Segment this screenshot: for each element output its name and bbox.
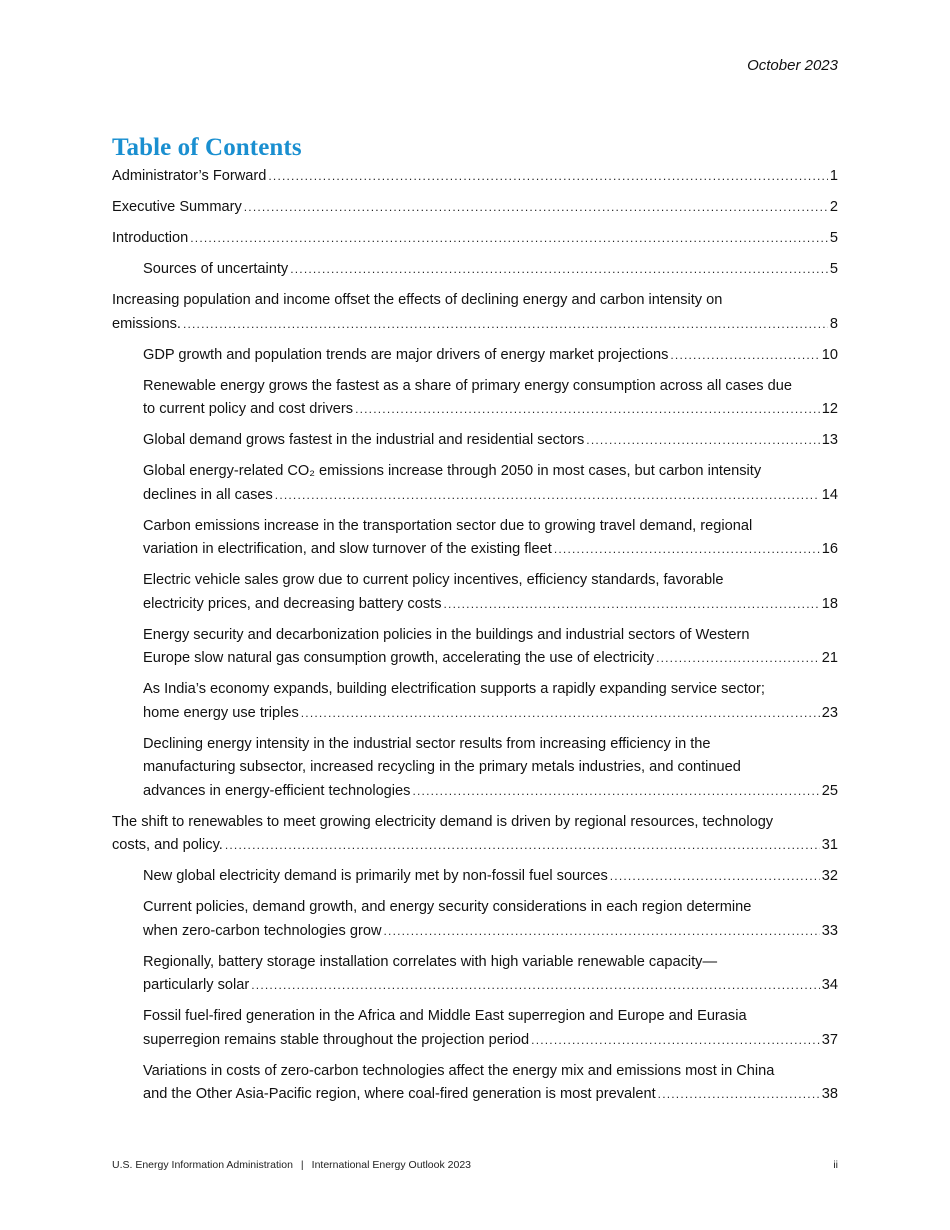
dot-leader xyxy=(355,398,820,422)
footer-left xyxy=(112,1159,471,1171)
toc-entry-title: declines in all cases xyxy=(143,486,273,503)
toc-page-number: 5 xyxy=(829,230,838,246)
page-title: Table of Contents xyxy=(112,134,302,161)
toc-entry-title: Europe slow natural gas consumption growth, accelerating the use of electricity xyxy=(143,650,655,666)
toc-entry[interactable] xyxy=(112,678,838,725)
toc-entry[interactable] xyxy=(112,515,838,562)
toc-page-number: 10 xyxy=(821,346,838,363)
toc-entry-title: costs, and policy. xyxy=(112,837,223,853)
footer-separator: | xyxy=(300,1159,304,1171)
toc-entry-text-line: Electric vehicle sales grow due to current policy incentives, efficiency standards, favorable xyxy=(143,572,724,588)
toc-entry-title: Administrator’s Forward xyxy=(112,168,267,184)
toc-entry-line xyxy=(112,313,838,337)
footer-publication: International Energy Outlook 2023 xyxy=(311,1159,472,1171)
toc-entry[interactable] xyxy=(112,733,838,804)
toc-entry-title: GDP growth and population trends are major drivers of energy market projections xyxy=(143,346,669,363)
toc-page-number: 14 xyxy=(821,486,838,503)
toc-page-number: 34 xyxy=(821,977,838,993)
toc-entry-text-line: Carbon emissions increase in the transportation sector due to growing travel demand, regional xyxy=(143,517,753,534)
toc-page-number: 8 xyxy=(829,315,838,332)
dot-leader xyxy=(670,344,819,368)
toc-entry-line xyxy=(143,429,838,453)
footer-page-number: ii xyxy=(833,1159,838,1171)
dot-leader xyxy=(658,1083,820,1107)
toc-entry-title: particularly solar xyxy=(143,977,250,993)
toc-entry-line xyxy=(143,647,838,671)
toc-entry-title: variation in electrification, and slow turnover of the existing fleet xyxy=(143,541,552,557)
dot-leader xyxy=(275,484,820,508)
toc-entry-line xyxy=(112,227,838,251)
toc-entry[interactable] xyxy=(112,865,838,889)
toc-entry[interactable] xyxy=(112,227,838,251)
toc-entry-title: emissions. xyxy=(112,315,181,332)
dot-leader xyxy=(251,974,820,998)
toc-entry-line xyxy=(143,398,838,422)
dot-leader xyxy=(301,702,820,726)
toc-entry-title: advances in energy-efficient technologies xyxy=(143,782,411,799)
toc-page-number: 37 xyxy=(821,1031,838,1048)
toc-page-number: 13 xyxy=(821,432,838,448)
dot-leader xyxy=(444,593,820,617)
toc-entry-title: Introduction xyxy=(112,230,189,246)
toc-entry-line xyxy=(143,865,838,889)
toc-entry[interactable] xyxy=(112,624,838,671)
toc-entry-line xyxy=(143,258,838,282)
toc-entry[interactable] xyxy=(112,375,838,422)
toc-entry-text-line: The shift to renewables to meet growing electricity demand is driven by regional resources, technology xyxy=(112,813,774,830)
toc-entry[interactable] xyxy=(112,1005,838,1052)
toc-entry-line xyxy=(143,974,838,998)
dot-leader xyxy=(225,834,820,858)
toc-entry-line xyxy=(112,165,838,189)
toc-page-number: 33 xyxy=(821,922,838,939)
toc-entry[interactable] xyxy=(112,344,838,368)
toc-page-number: 32 xyxy=(821,868,838,884)
toc-entry-line xyxy=(143,344,838,368)
toc-entry-line xyxy=(143,780,838,804)
dot-leader xyxy=(412,780,819,804)
toc-page-number: 25 xyxy=(821,782,838,799)
toc-entry[interactable] xyxy=(112,811,838,858)
toc-entry[interactable] xyxy=(112,1060,838,1107)
table-of-contents xyxy=(112,165,838,1114)
toc-entry-text-line: Renewable energy grows the fastest as a share of primary energy consumption across all cases due xyxy=(143,377,792,394)
dot-leader xyxy=(183,313,828,337)
toc-page-number: 21 xyxy=(821,650,838,666)
toc-entry-line xyxy=(143,920,838,944)
dot-leader xyxy=(610,865,820,889)
toc-page-number: 5 xyxy=(829,261,838,277)
toc-entry-text-line: As India’s economy expands, building electrification supports a rapidly expanding service sector; xyxy=(143,681,765,697)
toc-entry-title: Global demand grows fastest in the industrial and residential sectors xyxy=(143,432,585,448)
toc-entry-line xyxy=(143,484,838,508)
toc-entry[interactable] xyxy=(112,429,838,453)
toc-entry[interactable] xyxy=(112,289,838,336)
dot-leader xyxy=(190,227,828,251)
dot-leader xyxy=(531,1029,820,1053)
dot-leader xyxy=(268,165,828,189)
toc-entry-text-line: Global energy-related CO₂ emissions increase through 2050 in most cases, but carbon intensity xyxy=(143,463,762,479)
toc-entry-line xyxy=(143,1029,838,1053)
toc-entry-title: when zero-carbon technologies grow xyxy=(143,922,382,939)
toc-entry[interactable] xyxy=(112,165,838,189)
footer-agency: U.S. Energy Information Administration xyxy=(112,1159,293,1171)
toc-page-number: 12 xyxy=(821,401,838,417)
dot-leader xyxy=(384,920,820,944)
dot-leader xyxy=(656,647,820,671)
toc-entry[interactable] xyxy=(112,196,838,220)
dot-leader xyxy=(554,538,820,562)
header-date: October 2023 xyxy=(747,57,838,74)
toc-entry-line xyxy=(143,538,838,562)
toc-page-number: 2 xyxy=(829,199,838,215)
toc-entry-title: Executive Summary xyxy=(112,199,242,215)
toc-entry-text-line: Increasing population and income offset the effects of declining energy and carbon intensity on xyxy=(112,292,723,308)
dot-leader xyxy=(586,429,819,453)
toc-entry-line xyxy=(143,702,838,726)
toc-entry-title: home energy use triples xyxy=(143,704,299,721)
dot-leader xyxy=(290,258,828,282)
toc-entry-title: New global electricity demand is primarily met by non-fossil fuel sources xyxy=(143,868,608,884)
toc-entry[interactable] xyxy=(112,896,838,943)
toc-entry-title: electricity prices, and decreasing battery costs xyxy=(143,595,442,612)
toc-entry-text-line: Energy security and decarbonization policies in the buildings and industrial sectors of Western xyxy=(143,626,750,643)
toc-entry-text-line: Current policies, demand growth, and energy security considerations in each region determine xyxy=(143,899,752,915)
toc-page-number: 38 xyxy=(821,1086,838,1102)
toc-entry-line xyxy=(143,593,838,617)
toc-entry-title: superregion remains stable throughout the projection period xyxy=(143,1031,530,1048)
toc-entry-text-line: Variations in costs of zero-carbon technologies affect the energy mix and emissions most in China xyxy=(143,1062,775,1079)
toc-page-number: 18 xyxy=(821,595,838,612)
toc-page-number: 1 xyxy=(829,168,838,184)
toc-page-number: 23 xyxy=(821,704,838,721)
toc-entry-line xyxy=(112,834,838,858)
toc-entry[interactable] xyxy=(112,460,838,507)
toc-entry[interactable] xyxy=(112,569,838,616)
toc-entry[interactable] xyxy=(112,951,838,998)
toc-page-number: 16 xyxy=(821,541,838,557)
toc-entry-text-line: manufacturing subsector, increased recycling in the primary metals industries, and continued xyxy=(143,759,741,775)
toc-entry-text-line: Fossil fuel-fired generation in the Africa and Middle East superregion and Europe and Eurasia xyxy=(143,1008,747,1024)
toc-entry-title: and the Other Asia-Pacific region, where coal-fired generation is most prevalent xyxy=(143,1086,656,1102)
toc-entry-line xyxy=(143,1083,838,1107)
toc-page-number: 31 xyxy=(821,837,838,853)
toc-entry-line xyxy=(112,196,838,220)
toc-entry-text-line: Declining energy intensity in the industrial sector results from increasing efficiency in the xyxy=(143,735,711,752)
dot-leader xyxy=(244,196,828,220)
toc-entry[interactable] xyxy=(112,258,838,282)
toc-entry-title: Sources of uncertainty xyxy=(143,261,289,277)
toc-entry-text-line: Regionally, battery storage installation correlates with high variable renewable capacity— xyxy=(143,953,718,970)
toc-entry-title: to current policy and cost drivers xyxy=(143,401,354,417)
